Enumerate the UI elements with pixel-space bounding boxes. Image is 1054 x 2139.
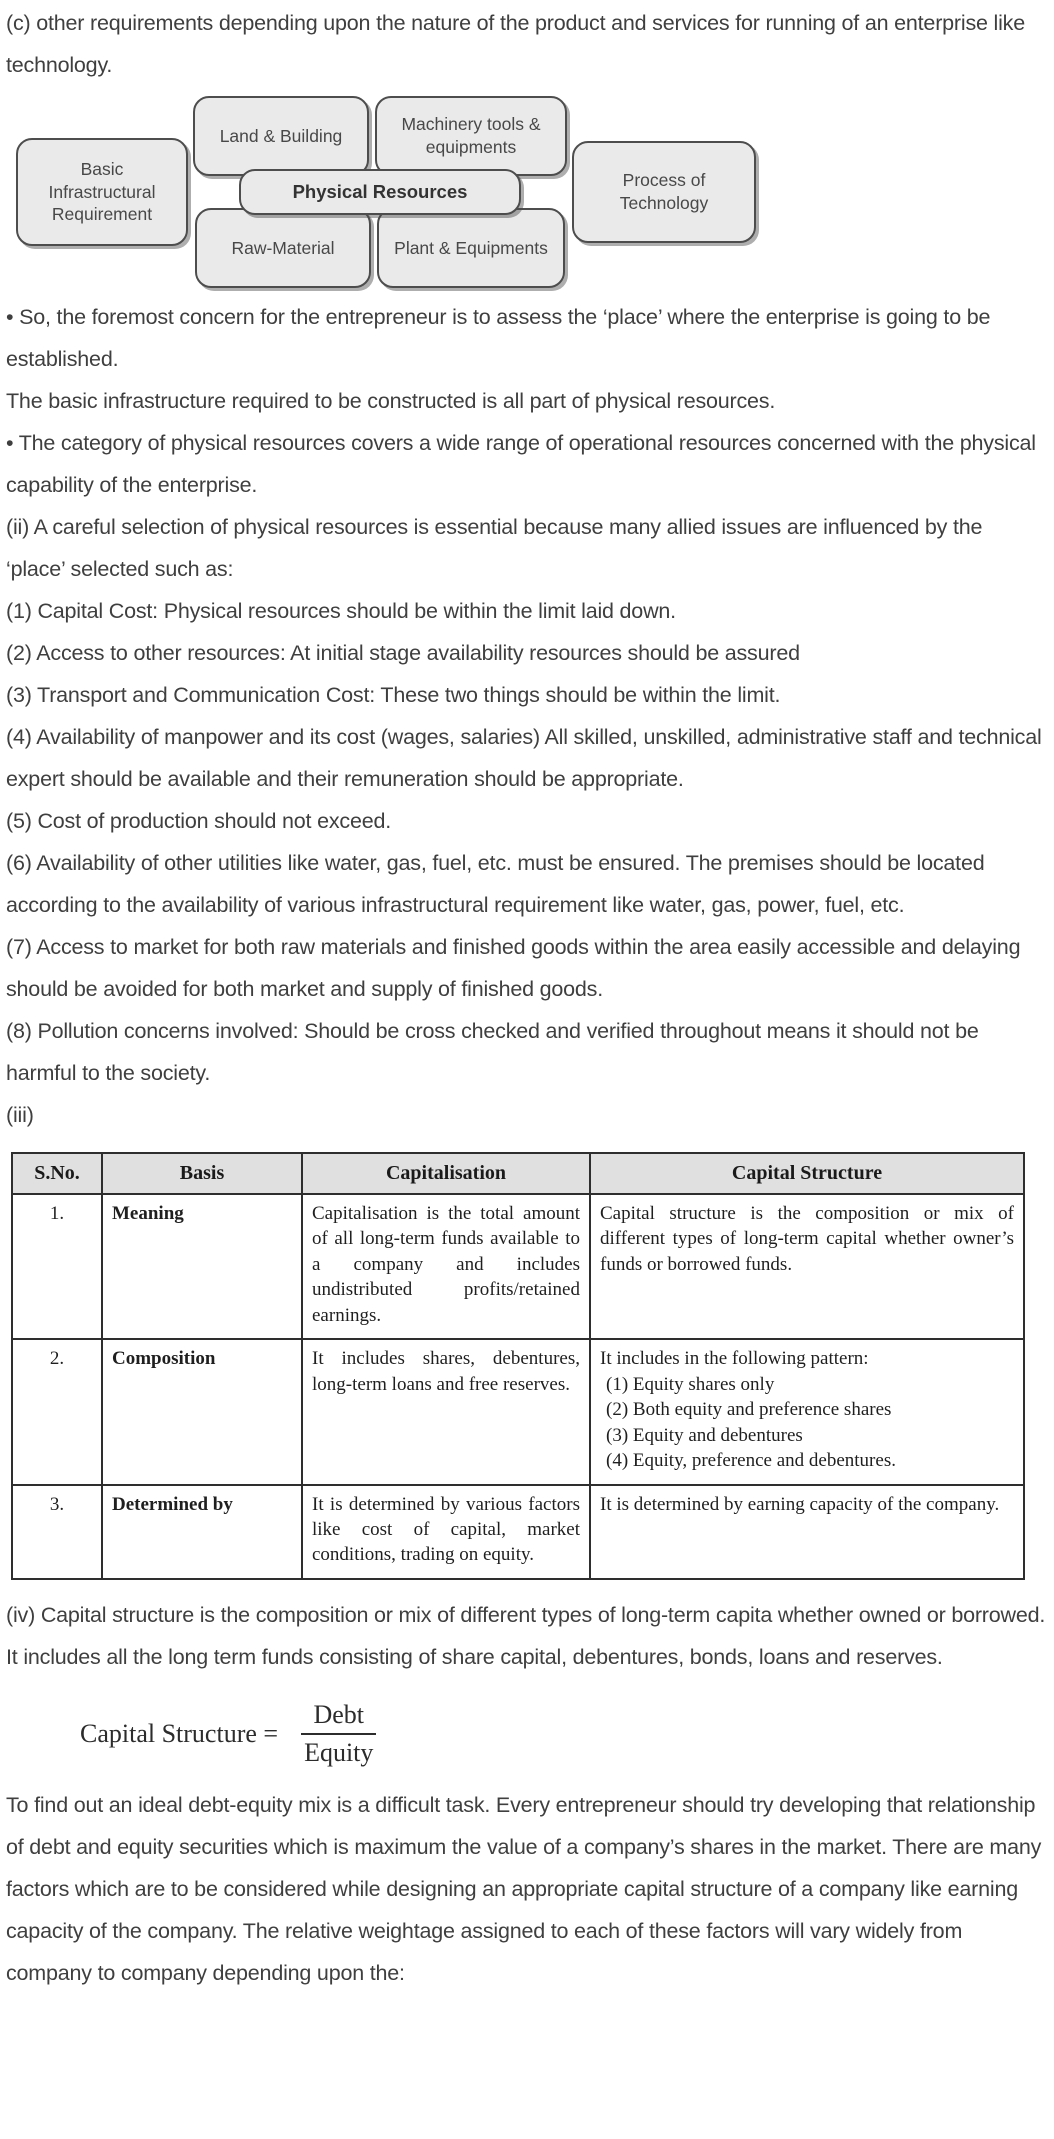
paragraph-closing: To find out an ideal debt-equity mix is a difficult task. Every entrepreneur should try developing that relationship of debt and equity securities which is maximum the value of a company’s shares in the market. There are many factors which are to be considered while designing an appropriate capital structure of a company like earning capacity of the company. The relative weightage assigned to each of these factors will vary widely from company to company depending upon the: — [6, 1792, 1042, 1985]
paragraph: • The category of physical resources covers a wide range of operational resources concerned with the physical capability of the enterprise. — [6, 431, 1036, 497]
cell-capitalisation: Capitalisation is the total amount of all long-term funds available to a company and includes undistributed profits/retained earnings. — [302, 1194, 590, 1339]
table-header-capital-structure: Capital Structure — [590, 1153, 1024, 1194]
paragraph-iii-label: (iii) — [6, 1103, 34, 1127]
paragraph: • So, the foremost concern for the entrepreneur is to assess the ‘place’ where the enterprise is going to be established. — [6, 305, 991, 371]
capitalisation-vs-capital-structure-table — [11, 1152, 1025, 1580]
formula-numerator: Debt — [301, 1700, 376, 1735]
capital-structure-formula — [80, 1700, 1046, 1768]
paragraph: (6) Availability of other utilities like water, gas, fuel, etc. must be ensured. The premises should be located according to the availability of various infrastructural requirement like water, gas, power, fuel, etc. — [6, 851, 985, 917]
cell-capitalisation: It is determined by various factors like cost of capital, market conditions, trading on equity. — [302, 1485, 590, 1579]
formula-label: Capital Structure = — [80, 1718, 279, 1748]
pattern-item: (1) Equity shares only — [606, 1373, 775, 1395]
cell-basis: Composition — [102, 1339, 302, 1484]
diagram-middle-column — [192, 96, 568, 288]
cell-basis: Meaning — [102, 1194, 302, 1339]
cell-basis: Determined by — [102, 1485, 302, 1579]
paragraph: (7) Access to market for both raw materials and finished goods within the area easily accessible and delaying should be avoided for both market and supply of finished goods. — [6, 935, 1021, 1001]
diagram-box-physical-resources: Physical Resources — [239, 169, 521, 215]
cell-sno: 1. — [12, 1194, 102, 1339]
diagram-box-basic-infrastructural-requirement: Basic Infrastructural Requirement — [16, 138, 188, 246]
cell-sno: 2. — [12, 1339, 102, 1484]
physical-resources-diagram — [16, 96, 772, 288]
table-header-basis: Basis — [102, 1153, 302, 1194]
diagram-box-machinery-tools-equipments: Machinery tools & equipments — [375, 96, 567, 176]
table-header-sno: S.No. — [12, 1153, 102, 1194]
table-header-capitalisation: Capitalisation — [302, 1153, 590, 1194]
paragraph: (ii) A careful selection of physical resources is essential because many allied issues are influenced by the ‘place’ selected such as: — [6, 515, 983, 581]
diagram-box-land-building: Land & Building — [193, 96, 369, 176]
cell-capitalisation: It includes shares, debentures, long-term loans and free reserves. — [302, 1339, 590, 1484]
paragraph: (3) Transport and Communication Cost: These two things should be within the limit. — [6, 683, 781, 707]
cell-sno: 3. — [12, 1485, 102, 1579]
paragraph: (5) Cost of production should not exceed. — [6, 809, 392, 833]
diagram-box-raw-material: Raw-Material — [195, 208, 371, 288]
pattern-intro: It includes in the following pattern: — [600, 1348, 869, 1370]
diagram-bottom-row — [195, 208, 565, 288]
cell-capital-structure — [590, 1339, 1024, 1484]
diagram-box-process-of-technology: Process of Technology — [572, 141, 756, 243]
formula-fraction — [292, 1700, 385, 1768]
cell-capital-structure: It is determined by earning capacity of the company. — [590, 1485, 1024, 1579]
paragraph: (1) Capital Cost: Physical resources should be within the limit laid down. — [6, 599, 676, 623]
paragraph: The basic infrastructure required to be constructed is all part of physical resources. — [6, 389, 776, 413]
body-paragraphs — [6, 296, 1046, 1136]
paragraph-intro: (c) other requirements depending upon the nature of the product and services for running of an enterprise like technology. — [6, 11, 1025, 77]
pattern-item: (3) Equity and debentures — [606, 1424, 803, 1446]
table-header-row — [12, 1153, 1024, 1194]
paragraph-iv: (iv) Capital structure is the composition or mix of different types of long-term capita whether owned or borrowed. It includes all the long term funds consisting of share capital, debentures, bonds, loans and reserves. — [6, 1602, 1046, 1669]
diagram-box-plant-equipments: Plant & Equipments — [377, 208, 565, 288]
paragraph: (8) Pollution concerns involved: Should be cross checked and verified throughout means it should not be harmful to the society. — [6, 1019, 979, 1085]
table-row — [12, 1485, 1024, 1579]
paragraph: (2) Access to other resources: At initial stage availability resources should be assured — [6, 641, 800, 665]
formula-denominator: Equity — [304, 1737, 374, 1767]
cell-capital-structure: Capital structure is the composition or mix of different types of long-term capital whether owner’s funds or borrowed funds. — [590, 1194, 1024, 1339]
table-row — [12, 1339, 1024, 1484]
diagram-top-row — [193, 96, 567, 176]
table-row — [12, 1194, 1024, 1339]
pattern-item: (2) Both equity and preference shares — [606, 1399, 892, 1421]
paragraph: (4) Availability of manpower and its cost (wages, salaries) All skilled, unskilled, administrative staff and technical expert should be available and their remuneration should be appropriate. — [6, 725, 1042, 791]
pattern-item: (4) Equity, preference and debentures. — [606, 1450, 896, 1472]
